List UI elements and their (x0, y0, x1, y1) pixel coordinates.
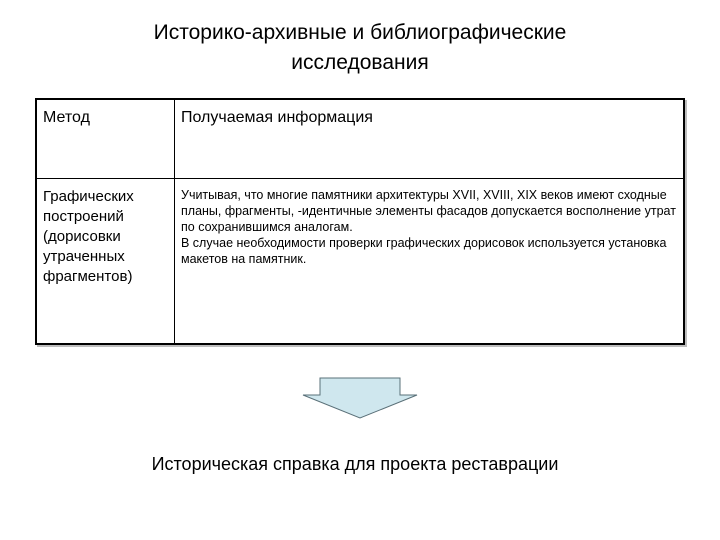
slide-title (0, 18, 720, 78)
header-method: Метод (36, 99, 175, 179)
information-cell (175, 179, 685, 345)
table-row (36, 179, 684, 345)
slide-title-line-2: исследования (291, 51, 429, 74)
method-cell: Графических построений (дорисовки утраченных фрагментов) (36, 179, 175, 345)
slide-title-line-1: Историко-архивные и библиографические (153, 21, 567, 44)
header-information: Получаемая информация (175, 99, 685, 179)
down-arrow-icon (302, 377, 418, 419)
information-paragraph-1: Учитывая, что многие памятники архитектуры XVII, XVIII, XIX веков имеют сходные планы, фрагменты, -идентичные элементы фасадов допускается восполнение утрат по сохранившимся аналогам. (181, 188, 676, 234)
table-header-row (36, 99, 684, 179)
methods-table (35, 98, 685, 345)
information-paragraph-2: В случае необходимости проверки графических дорисовок используется установка макетов на памятник. (181, 236, 667, 266)
down-arrow-shape (303, 378, 417, 418)
conclusion-text: Историческая справка для проекта реставрации (151, 454, 559, 474)
